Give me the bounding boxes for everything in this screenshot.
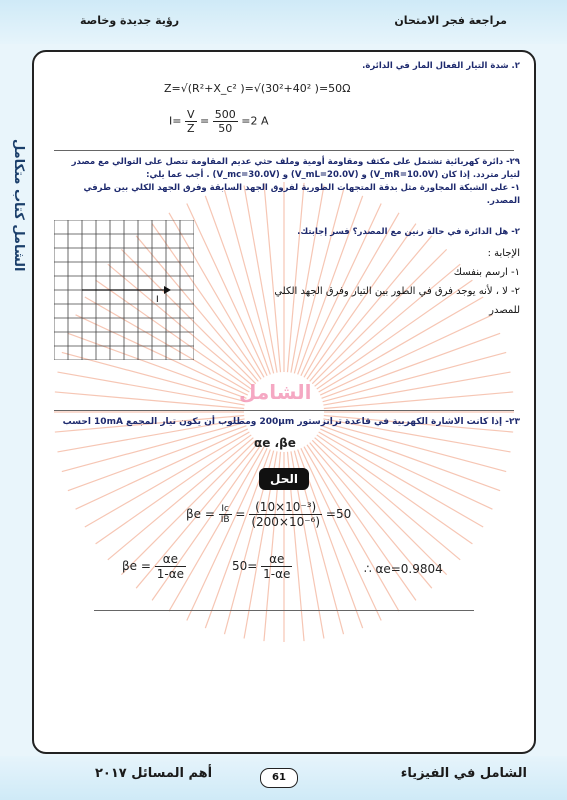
q23-beta-equation <box>186 500 351 529</box>
equals: = <box>200 114 210 128</box>
eq-rhs: =2 A <box>241 114 269 128</box>
vector-label: I <box>156 295 159 305</box>
q2-title: ٢. شدة التيار الفعال المار في الدائرة. <box>362 61 520 71</box>
arrow-head-icon <box>164 286 171 294</box>
numerator: Ic <box>219 504 232 515</box>
numerator: αe <box>155 552 186 567</box>
eq-rhs: =50 <box>325 507 352 521</box>
q29-text <box>50 156 520 208</box>
numerator: 500 <box>214 108 236 121</box>
watermark-logo: الشامل <box>239 380 312 404</box>
solution-label: الحل <box>259 468 309 490</box>
eq-lhs: βe = <box>186 507 215 521</box>
header-title-right: مراجعة فجر الامتحان <box>394 14 507 27</box>
burst-ray <box>315 438 461 560</box>
denominator: 50 <box>218 122 233 135</box>
divider <box>54 410 514 411</box>
burst-ray <box>322 426 501 491</box>
q23-text: ٢٣- إذا كانت الاشارة الكهربية في قاعدة ترانزستور 200µm ومطلوب أن يكون تيار المجمع 10mA احسب <box>62 417 520 427</box>
denominator: (200×10⁻⁶) <box>251 515 321 529</box>
q29-line-1: ٢٩- دائرة كهربائية تشتمل على مكثف ومقاومة أومية وملف حثي عديم المقاومة تتصل على التوالي مع مصدر <box>71 157 520 167</box>
q29-answer <box>220 244 520 320</box>
fraction <box>261 552 292 581</box>
denominator: 1-αe <box>263 567 291 581</box>
answer-2: ٢- لا ، لأنه يوجد فرق في الطور بين التيار وفرق الجهد الكلي <box>274 286 520 297</box>
answer-1: ١- ارسم بنفسك <box>453 267 520 278</box>
denominator: Z <box>186 122 195 135</box>
side-label: الشامل كتاب متكامل <box>11 138 26 272</box>
q2-equation-impedance: Z=√(R²+X_c² )=√(30²+40² )=50Ω <box>164 82 351 95</box>
fraction <box>219 504 232 525</box>
page-content <box>32 50 536 754</box>
fraction <box>213 108 238 135</box>
q2-equation-current <box>169 108 268 135</box>
answer-title: الإجابة : <box>487 248 520 259</box>
burst-ray <box>62 422 246 471</box>
q23-alpha-substitution <box>232 552 292 581</box>
q29-line-3: ١- على الشبكة المجاورة مثل بدقة المتجهات الطورية لفروق الجهد السابقة وفرق الجهد الكلي بين طرفي المصدر. <box>83 183 520 206</box>
numerator: V <box>185 108 197 122</box>
denominator: IB <box>220 515 230 525</box>
fraction <box>185 108 197 135</box>
q23-alpha-result: ∴ αe=0.9804 <box>364 562 443 576</box>
footer-title-right: الشامل في الفيزياء <box>400 766 527 781</box>
divider <box>94 610 474 611</box>
numerator: (10×10⁻³) <box>249 500 322 515</box>
eq-lhs: 50= <box>232 559 258 573</box>
header-title-left: رؤية جديدة وخاصة <box>80 14 180 27</box>
q29-line-2: لتيار متردد. إذا كان (V_mR=10.0V) و (V_mL=20.0V) و (V_mc=30.0V) . أجب عما يلي: <box>146 170 520 180</box>
page-header <box>0 0 567 44</box>
answer-2-continued: للمصدر <box>489 305 520 316</box>
equals: = <box>235 507 246 521</box>
denominator: 1-αe <box>156 567 185 581</box>
q29-sub-question: ٢- هل الدائرة في حالة رنين مع المصدر؟ فسر إجابتك. <box>297 227 520 237</box>
eq-lhs: βe = <box>122 559 151 573</box>
footer-title-left: أهم المسائل ٢٠١٧ <box>95 766 213 781</box>
burst-ray <box>322 333 501 398</box>
phasor-grid <box>54 220 194 360</box>
page-number: 61 <box>260 768 298 788</box>
burst-ray <box>323 352 507 401</box>
q23-unknowns: αe ،βe <box>254 436 296 450</box>
numerator: αe <box>261 552 292 567</box>
fraction <box>155 552 186 581</box>
fraction <box>249 500 322 529</box>
burst-ray <box>323 422 507 471</box>
eq-lhs: I= <box>169 114 182 128</box>
q23-alpha-formula <box>122 552 186 581</box>
burst-ray <box>68 426 247 491</box>
burst-ray <box>108 438 254 560</box>
divider <box>54 150 514 151</box>
